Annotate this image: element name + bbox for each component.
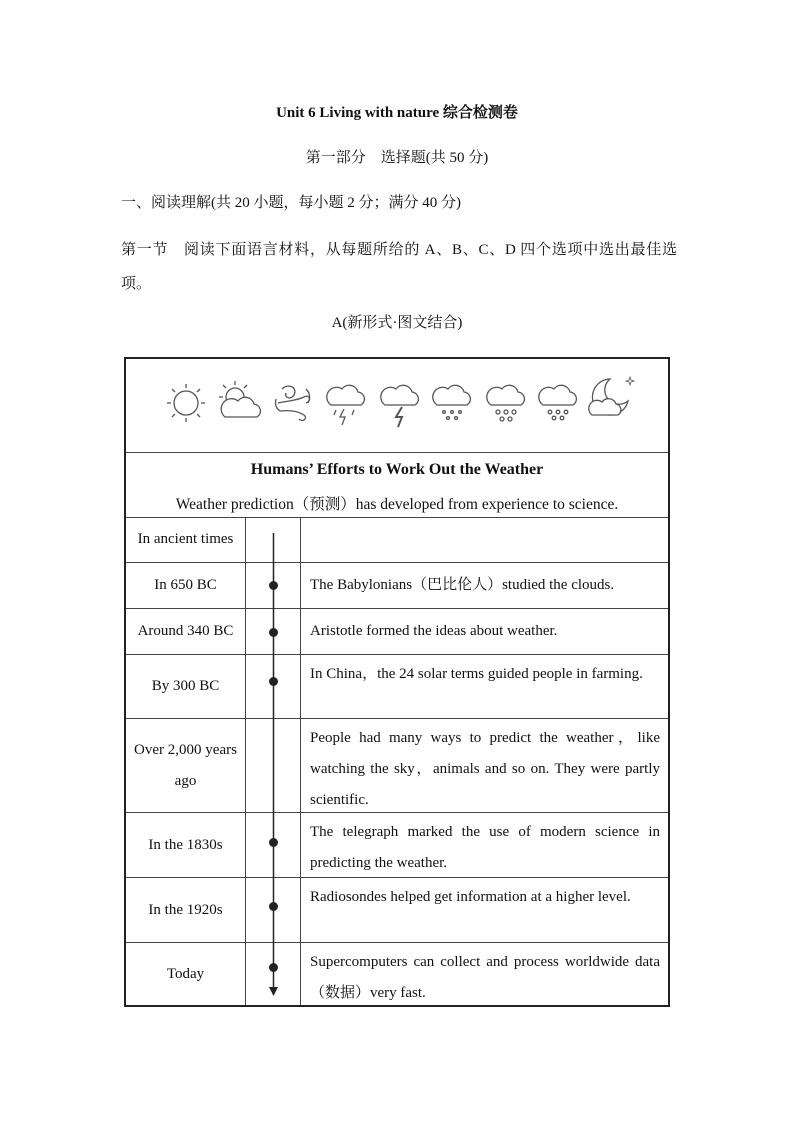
row-time: Around 340 BC — [126, 609, 246, 654]
snow-cloud-icon — [487, 385, 525, 421]
sun-behind-cloud-icon — [219, 381, 260, 417]
part-heading: 第一部分 选择题(共 50 分) — [305, 150, 489, 166]
row-time: In the 1920s — [126, 878, 246, 942]
table-row — [126, 517, 668, 563]
table-row — [126, 813, 668, 878]
table-row — [126, 609, 668, 655]
row-event: In China，the 24 solar terms guided people in farming. — [310, 666, 643, 682]
instruction-text: 第一节 阅读下面语言材料，从每题所给的 A、B、C、D 四个选项中选出最佳选项。 — [121, 242, 677, 292]
thunderstorm-icon — [327, 385, 365, 425]
page-title: Unit 6 Living with nature 综合检测卷 — [276, 105, 518, 121]
row-time: In the 1830s — [126, 813, 246, 877]
rain-cloud-icon — [433, 385, 471, 419]
timeline-dot — [269, 628, 278, 637]
table-row — [126, 943, 668, 1005]
row-time: By 300 BC — [126, 655, 246, 718]
lightning-icon — [381, 385, 419, 427]
row-event: The telegraph marked the use of modern science in predicting the weather. — [310, 824, 660, 871]
row-time: In ancient times — [126, 517, 246, 562]
table-heading: Humans’ Efforts to Work Out the Weather — [250, 461, 544, 478]
weather-icons-strip — [126, 359, 668, 453]
row-time: Over 2,000 years ago — [126, 719, 246, 812]
timeline-dot — [269, 963, 278, 972]
row-time: In 650 BC — [126, 563, 246, 608]
sun-icon — [167, 384, 205, 422]
table-row — [126, 719, 668, 813]
timeline-table — [124, 357, 670, 1007]
row-event: Radiosondes helped get information at a higher level. — [310, 889, 631, 905]
moon-cloud-icon — [589, 377, 634, 415]
sleet-cloud-icon — [539, 385, 577, 420]
table-row — [126, 878, 668, 943]
passage-label: A(新形式·图文结合) — [331, 315, 463, 331]
row-event: The Babylonians（巴比伦人）studied the clouds. — [310, 577, 615, 593]
timeline-dot — [269, 902, 278, 911]
row-time: Today — [126, 943, 246, 1005]
wind-icon — [276, 386, 310, 420]
table-row — [126, 563, 668, 609]
timeline-dot — [269, 581, 278, 590]
table-subheading: Weather prediction（预测）has developed from experience to science. — [175, 496, 619, 513]
timeline-dot — [269, 677, 278, 686]
section-heading: 一、阅读理解(共 20 小题，每小题 2 分；满分 40 分) — [121, 195, 461, 211]
row-event: People had many ways to predict the weather，like watching the sky，animals and so on. They were partly scientific. — [310, 730, 660, 808]
timeline-dot — [269, 838, 278, 847]
table-row — [126, 655, 668, 719]
row-event — [301, 517, 668, 562]
row-event: Supercomputers can collect and process worldwide data（数据）very fast. — [310, 954, 660, 1001]
row-event: Aristotle formed the ideas about weather. — [310, 623, 558, 639]
table-header — [126, 452, 668, 518]
timeline-rows — [126, 517, 668, 1005]
